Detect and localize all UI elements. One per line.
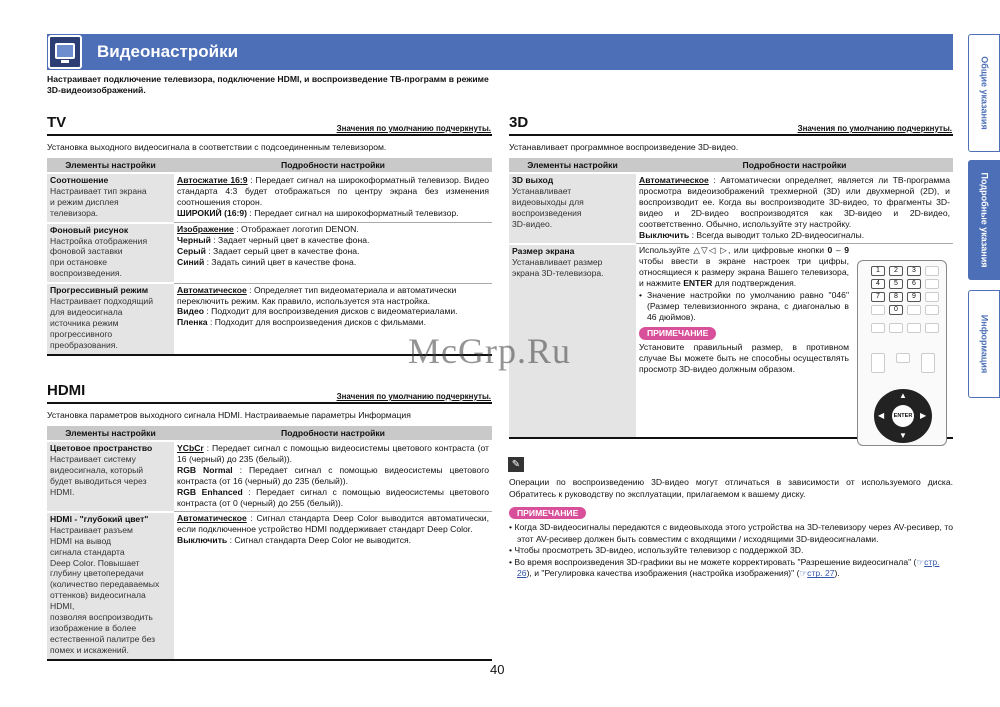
enter-key: ENTER — [892, 405, 914, 427]
page-ref-icon: ☞ — [916, 556, 925, 567]
col-header-details: Подробности настройки — [174, 158, 492, 173]
page-link-27[interactable]: стр. 27 — [807, 568, 835, 579]
note-bullet-text: ), и "Регулировка качества изображения (настройка изображения)" ( — [526, 568, 800, 579]
note-bullet: • Когда 3D-видеосигналы передаются с видеовыхода этого устройства на 3D-телевизору через AV-ресивер, то этот AV-ресивер должен быть совместим с входящими / исходящими 3D-видеосигналами. — [509, 522, 953, 544]
col-header-details: Подробности настройки — [174, 426, 492, 441]
tab-detailed-label: Подробные указания — [979, 172, 990, 268]
setting-sub: помех и искажений. — [50, 644, 129, 655]
setting-details — [174, 512, 492, 660]
remote-key — [925, 266, 939, 276]
key-8: 8 — [889, 292, 903, 302]
tv-table — [47, 158, 492, 356]
setting-name: Прогрессивный режим — [50, 285, 149, 296]
col-header-items: Элементы настройки — [47, 426, 174, 441]
screen-size-instructions — [639, 245, 849, 289]
remote-key — [871, 353, 885, 373]
setting-sub: прогрессивного — [50, 328, 113, 339]
setting-sub: (количество передаваемых — [50, 579, 160, 590]
instruction-text: для подтверждения. — [712, 278, 797, 289]
note-bullet-text: Во время воспроизведения 3D-графики вы не можете корректировать "Разрешение видеосигнала" ( — [514, 556, 917, 567]
setting-details — [174, 173, 492, 223]
option-desc: : Передает сигнал с помощью видеосистемы цветового контраста (от 0 (черный) до 255 (белый)). — [177, 486, 489, 508]
pencil-note-text: Операции по воспроизведению 3D-видео могут отличаться в зависимости от используемого диска. Обратитесь к руководству по эксплуатации, прилагаемом к вашему диску. — [509, 477, 953, 499]
option-desc: : Подходит для воспроизведения дисков с фильмами. — [207, 317, 426, 328]
option-desc: : Отображает логотип DENON. — [233, 224, 359, 235]
setting-sub: HDMI, — [50, 601, 75, 612]
option-name: Изображение — [177, 224, 234, 235]
page-ref-icon: ☞ — [799, 568, 808, 579]
option-name: Выключить — [177, 535, 228, 546]
setting-sub: будет выводиться через — [50, 475, 147, 486]
col-header-details: Подробности настройки — [636, 158, 953, 173]
tab-info-label: Информация — [979, 314, 990, 374]
table-row — [47, 512, 492, 660]
hdmi-section-title: HDMI — [47, 382, 86, 399]
option-name: ШИРОКИЙ (16:9) — [177, 207, 248, 218]
setting-sub: источника режим — [50, 317, 119, 328]
setting-details — [174, 223, 492, 284]
3d-rule — [509, 134, 953, 136]
option-name: Черный — [177, 235, 211, 246]
default-value-bullet: • Значение настройки по умолчанию равно "046" (Размер телевизионного экрана, с диагональю в 46 дюймов). — [639, 290, 849, 322]
setting-sub: Устанавливает — [512, 185, 572, 196]
option-name: Автоматическое — [177, 513, 247, 524]
hdmi-rule — [47, 402, 492, 404]
tv-section-title: TV — [47, 114, 67, 131]
key-label: 9 — [844, 245, 849, 256]
remote-key — [925, 305, 939, 315]
key-7: 7 — [871, 292, 885, 302]
option-desc: : Сигнал стандарта Deep Color выводится автоматически, если подключенное устройство HDMI поддерживает стандарт Deep Color. — [177, 513, 489, 535]
hdmi-defaults-note: Значения по умолчанию подчеркнуты. — [336, 392, 491, 401]
note-bullet-text: Когда 3D-видеосигналы передаются с видеовыхода этого устройства на 3D-телевизору через AV-ресивер, то этот AV-ресивер должен быть совместим с входящими / исходящими 3D-видеосигналами. — [514, 522, 953, 544]
intro-text: Настраивает подключение телевизора, подключение HDMI, и воспроизведение ТВ-программ в режиме 3D-видеоизображений. — [47, 74, 489, 96]
setting-sub: оттенков) видеосигнала — [50, 590, 146, 601]
option-name: Серый — [177, 245, 206, 256]
setting-sub: Deep Color. Повышает — [50, 557, 140, 568]
key-3: 3 — [907, 266, 921, 276]
key-0: 0 — [889, 305, 903, 315]
setting-details — [174, 441, 492, 512]
remote-key — [925, 323, 939, 333]
key-1: 1 — [871, 266, 885, 276]
option-desc: : Автоматически определяет, является ли ТВ-программа просмотра видеоизображений трехмерной (3D) или двухмерной (2D), и воспроизводит ее. Когда вы воспроизводите 3D-видео, то фрагменты 3D-видео и 2D-видео воспроизводятся как 3D-видео и 2D-видео, соответственно. Обычно, используйте эту настройку. — [639, 175, 950, 229]
key-4: 4 — [871, 279, 885, 289]
setting-sub: естественной палитре без — [50, 633, 156, 644]
3d-desc: Устанавливает программное воспроизведение 3D-видео. — [509, 142, 739, 152]
setting-sub: Настраивает разъем — [50, 524, 133, 535]
setting-details — [636, 173, 953, 244]
option-desc: : Передает сигнал с помощью видеосистемы цветового контраста (от 16 (черный) до 235 (белый)). — [177, 464, 489, 486]
col-header-items: Элементы настройки — [47, 158, 174, 173]
option-desc: : Всегда выводит только 2D-видеосигналы. — [689, 229, 865, 240]
table-row — [47, 173, 492, 223]
table-row — [47, 223, 492, 284]
setting-sub: для видеосигнала — [50, 306, 123, 317]
tv-rule — [47, 134, 492, 136]
key-2: 2 — [889, 266, 903, 276]
setting-sub: при остановке — [50, 257, 108, 268]
setting-sub: Настраивает тип экрана — [50, 185, 147, 196]
notes-list — [509, 522, 953, 580]
option-desc: : Передает сигнал на широкоформатный телевизор. Видео стандарта 4:3 будет отображаться по центру экрана без изменения соотношения сторон. — [177, 175, 489, 207]
setting-sub: глубину цветопередачи — [50, 568, 144, 579]
instruction-text: – — [832, 245, 845, 256]
option-name: Синий — [177, 256, 205, 267]
hdmi-table — [47, 426, 492, 661]
setting-sub: Настройка отображения — [50, 235, 148, 246]
note-badge: ПРИМЕЧАНИЕ — [639, 327, 716, 340]
3d-section-title: 3D — [509, 114, 529, 131]
table-header-row — [509, 158, 953, 173]
setting-sub: фоновой заставки — [50, 246, 123, 257]
option-name: Выключить — [639, 229, 690, 240]
setting-sub: Устанавливает размер — [512, 256, 603, 267]
note-bullet: • Во время воспроизведения 3D-графики вы не можете корректировать "Разрешение видеосигнала" (☞стр. 26), и "Регулировка качества изображения (настройка изображения)" (☞стр. 27). — [509, 556, 940, 579]
direction-pad-icon: ▲ ▼ ◀ ▶ ENTER — [874, 389, 932, 443]
option-name: YCbCr — [177, 443, 204, 453]
option-name: Автоматическое — [177, 284, 247, 295]
setting-sub: HDMI на вывод — [50, 535, 112, 546]
tv-defaults-note: Значения по умолчанию подчеркнуты. — [336, 124, 491, 133]
remote-key — [889, 323, 903, 333]
setting-sub: изображение в более — [50, 623, 137, 633]
option-name: RGB Enhanced — [177, 486, 243, 497]
key-label: 0 — [827, 245, 833, 256]
option-desc: : Подходит для воспроизведения дисков с видеоматериалами. — [203, 306, 458, 317]
remote-control-image — [857, 260, 947, 446]
remote-key — [871, 323, 885, 333]
note-text: Установите правильный размер, в противном случае Вы можете быть не способны осуществлять просмотр 3D-видео должным образом. — [639, 341, 849, 374]
page-link-26[interactable]: стр. 26 — [517, 556, 940, 579]
remote-key — [925, 292, 939, 302]
option-name: Автоматическое — [639, 175, 709, 185]
watermark: McGrp.Ru — [408, 331, 571, 371]
3d-defaults-note: Значения по умолчанию подчеркнуты. — [797, 124, 952, 133]
setting-name: Фоновый рисунок — [50, 224, 129, 235]
setting-sub: и режим дисплея — [50, 196, 119, 207]
setting-sub: видеосигнала, который — [50, 464, 144, 475]
option-desc: : Задать синий цвет в качестве фона. — [204, 256, 357, 267]
key-9: 9 — [907, 292, 921, 302]
note-bullet: • Чтобы просмотреть 3D-видео, используйте телевизор с поддержкой 3D. — [509, 545, 804, 556]
tab-general-label: Общие указания — [979, 56, 990, 130]
setting-sub: сигнала стандарта — [50, 546, 125, 557]
col-header-items: Элементы настройки — [509, 158, 636, 173]
key-6: 6 — [907, 279, 921, 289]
table-row — [509, 173, 953, 244]
remote-key — [921, 353, 935, 373]
setting-sub: экрана 3D-телевизора. — [512, 267, 604, 278]
option-name: Автосжатие 16:9 — [177, 175, 248, 185]
table-header-row — [47, 158, 492, 173]
option-name: Видео — [177, 306, 204, 317]
page-number: 40 — [490, 662, 505, 677]
setting-name: Цветовое пространство — [50, 443, 153, 453]
instruction-text: Используйте — [639, 245, 694, 256]
setting-name: 3D выход — [512, 175, 554, 185]
option-name: Пленка — [177, 317, 208, 328]
note-bullet-text: ). — [834, 568, 840, 579]
instruction-text: чтобы ввести в экране настроек три цифры, относящиеся к размеру экрана Вашего телевизора, и нажмите — [639, 256, 849, 289]
setting-sub: видеовыходы для — [512, 196, 584, 207]
option-desc: : Задает серый цвет в качестве фона. — [205, 245, 360, 256]
tab-general[interactable] — [968, 34, 1000, 152]
setting-sub: телевизора. — [50, 207, 99, 218]
tv-icon — [48, 35, 82, 69]
remote-key — [925, 279, 939, 289]
option-desc: : Передает сигнал с помощью видеосистемы цветового контраста (от 16 (черный) до 235 (белый)). — [177, 443, 489, 464]
pencil-icon: ✎ — [508, 457, 524, 472]
remote-key — [907, 323, 921, 333]
option-desc: : Передает сигнал на широкоформатный телевизор. — [247, 207, 459, 218]
remote-key — [907, 305, 921, 315]
setting-name: HDMI - "глубокий цвет" — [50, 513, 149, 524]
remote-key — [871, 305, 885, 315]
note-bullet-text: Чтобы просмотреть 3D-видео, используйте телевизор с поддержкой 3D. — [514, 545, 804, 556]
option-desc: : Сигнал стандарта Deep Color не выводится. — [227, 535, 412, 546]
setting-sub: воспроизведения. — [50, 268, 122, 279]
setting-name: Размер экрана — [512, 245, 575, 256]
instruction-text: , или цифровые кнопки — [727, 245, 828, 256]
tab-detailed[interactable] — [968, 160, 1000, 280]
hdmi-desc: Установка параметров выходного сигнала HDMI. Настраиваемые параметры Информация — [47, 410, 411, 420]
tv-desc: Установка выходного видеосигнала в соответствии с подсоединенным телевизором. — [47, 142, 387, 152]
option-desc: : Определяет тип видеоматериала и автоматически переключить режим. Как правило, используется эта настройка. — [177, 284, 457, 306]
setting-sub: HDMI. — [50, 486, 75, 497]
setting-name: Соотношение — [50, 175, 109, 185]
table-header-row — [47, 426, 492, 441]
key-5: 5 — [889, 279, 903, 289]
arrow-keys-icon: △▽◁ ▷ — [693, 245, 728, 256]
bullet-text: Значение настройки по умолчанию равно "046" (Размер телевизионного экрана, с диагональю в 46 дюймов). — [647, 290, 849, 322]
note-badge: ПРИМЕЧАНИЕ — [509, 507, 586, 519]
setting-sub: позволяя воспроизводить — [50, 612, 153, 623]
key-label: ENTER — [683, 278, 713, 289]
page-title: Видеонастройки — [97, 42, 239, 61]
option-name: RGB Normal — [177, 464, 233, 475]
remote-key — [896, 353, 910, 363]
setting-sub: 3D-видео. — [512, 218, 553, 229]
option-desc: : Задает черный цвет в качестве фона. — [210, 235, 370, 246]
setting-sub: Настраивает подходящий — [50, 296, 154, 307]
tab-info[interactable] — [968, 290, 1000, 398]
setting-sub: Настраивает систему — [50, 453, 136, 464]
setting-sub: воспроизведения — [512, 207, 582, 218]
table-row — [47, 441, 492, 512]
setting-sub: преобразования. — [50, 339, 118, 350]
